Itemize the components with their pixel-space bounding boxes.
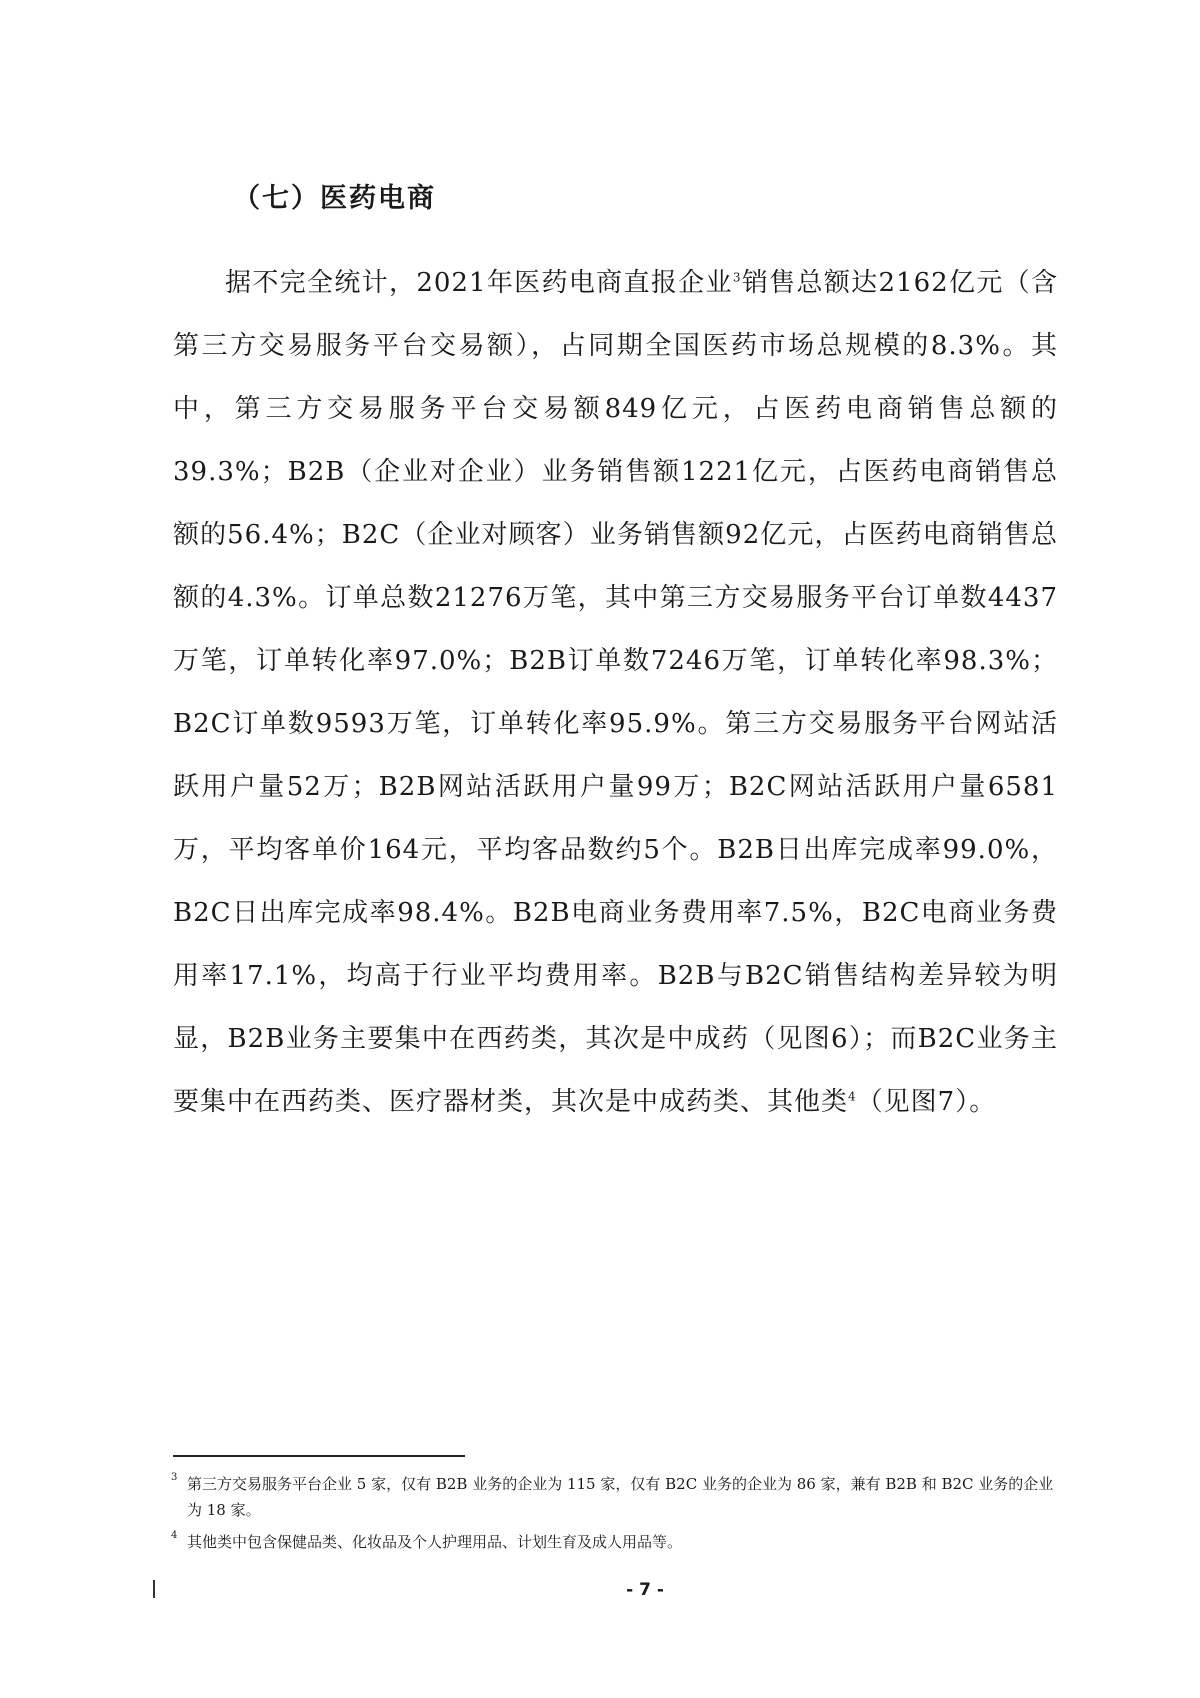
footnote-number: 3 bbox=[171, 1472, 178, 1483]
footnote-ref-3[interactable]: 3 bbox=[732, 270, 742, 285]
paragraph-text-1: 据不完全统计，2021年医药电商直报企业 bbox=[225, 268, 733, 298]
footnote-ref-4[interactable]: 4 bbox=[848, 1089, 857, 1104]
footnote-text: 第三方交易服务平台企业 5 家，仅有 B2B 业务的企业为 115 家，仅有 B2C 业务的企业为 86 家，兼有 B2B 和 B2C 业务的企业为 18 家。 bbox=[187, 1475, 1054, 1519]
footnote-text: 其他类中包含保健品类、化妆品及个人护理用品、计划生育及成人用品等。 bbox=[187, 1533, 683, 1551]
footnote-separator bbox=[173, 1455, 465, 1457]
section-title: （七）医药电商 bbox=[233, 183, 436, 214]
page-number: - 7 - bbox=[626, 1580, 664, 1600]
footnote-list bbox=[171, 1471, 1061, 1561]
footnote-number: 4 bbox=[171, 1530, 178, 1541]
paragraph-text-3: （见图7）。 bbox=[856, 1087, 997, 1117]
paragraph-text-2: 销售总额达2162亿元（含第三方交易服务平台交易额），占同期全国医药市场总规模的8.3%。其中，第三方交易服务平台交易额849亿元，占医药电商销售总额的39.3%；B2B（企业对企业）业务销售额1221亿元，占医药电商销售总额的56.4%；B2C（企业对顾客）业务销售额92亿元，占医药电商销售总额的4.3%。订单总数21276万笔，其中第三方交易服务平台订单数4437万笔，订单转化率97.0%；B2B订单数7246万笔，订单转化率98.3%；B2C订单数9593万笔，订单转化率95.9%。第三方交易服务平台网站活跃用户量52万；B2B网站活跃用户量99万；B2C网站活跃用户量6581万，平均客单价164元，平均客品数约5个。B2B日出库完成率99.0%，B2C日出库完成率98.4%。B2B电商业务费用率7.5%，B2C电商业务费用率17.1%，均高于行业平均费用率。B2B与B2C销售结构差异较为明显，B2B业务主要集中在西药类，其次是中成药（见图6）；而B2C业务主要集中在西药类、医疗器材类，其次是中成药类、其他类 bbox=[173, 268, 1059, 1117]
footnote-item bbox=[171, 1471, 1061, 1523]
footnote-item bbox=[171, 1529, 1061, 1555]
body-paragraph bbox=[173, 252, 1058, 1134]
